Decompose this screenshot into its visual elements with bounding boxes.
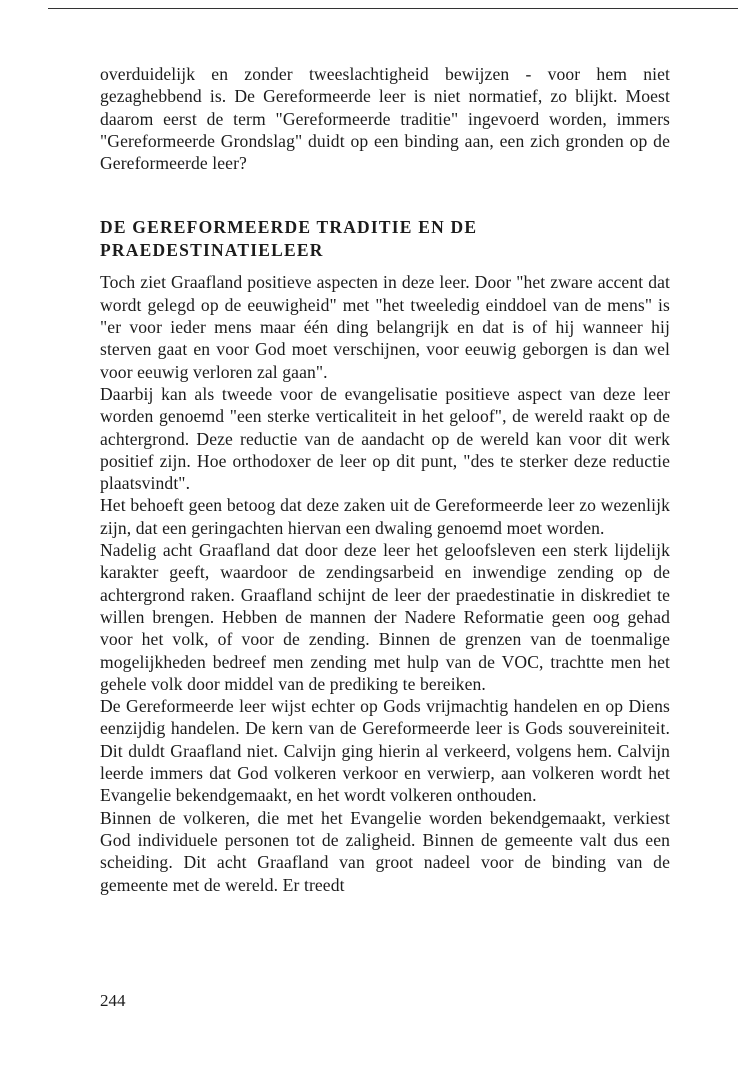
- body-paragraph: Toch ziet Graafland positieve aspecten in deze leer. Door "het zware accent dat wordt gelegd op de eeuwigheid" met "het tweeledig einddoel van de mens" is "er voor ieder mens maar één ding belangrijk en dat is of hij wanneer hij sterven gaat en voor God moet verschijnen, voor eeuwig geborgen is dan wel voor eeuwig verloren zal gaan".: [100, 272, 670, 382]
- top-rule: [48, 8, 738, 9]
- page-number: 244: [100, 991, 126, 1010]
- intro-paragraph: overduidelijk en zonder tweeslachtigheid bewijzen - voor hem niet gezaghebbend is. De Gereformeerde leer is niet normatief, zo blijkt. Moest daarom eerst de term "Gereformeerde traditie" ingevoerd worden, immers "Gereformeerde Grondslag" duidt op een binding aan, een zich gronden op de Gereformeerde leer?: [100, 64, 670, 174]
- body-paragraph: De Gereformeerde leer wijst echter op Gods vrijmachtig handelen en op Diens eenzijdig handelen. De kern van de Gereformeerde leer is Gods souvereiniteit. Dit duldt Graafland niet. Calvijn ging hierin al verkeerd, volgens hem. Calvijn leerde immers dat God volkeren verkoor en verwierp, aan volkeren wordt het Evangelie bekendgemaakt, en het wordt volkeren onthouden.: [100, 696, 670, 806]
- body-paragraph: Binnen de volkeren, die met het Evangelie worden bekendgemaakt, verkiest God individuele personen tot de zaligheid. Binnen de gemeente valt dus een scheiding. Dit acht Graafland van groot nadeel voor de binding van de gemeente met de wereld. Er treedt: [100, 807, 670, 895]
- section-heading: DE GEREFORMEERDE TRADITIE EN DE PRAEDESTINATIELEER: [100, 217, 478, 261]
- page-body: [100, 63, 670, 896]
- body-paragraph: Nadelig acht Graafland dat door deze leer het geloofsleven een sterk lijdelijk karakter geeft, waardoor de zendingsarbeid en inwendige zending op de achtergrond raken. Graafland schijnt de leer der praedestinatie in diskrediet te willen brengen. Hebben de mannen der Nadere Reformatie geen oog gehad voor het volk, of voor de zending. Binnen de grenzen van de toenmalige mogelijkheden bedreef men zending met hulp van de VOC, trachtte men het gehele volk door middel van de prediking te bereiken.: [100, 540, 670, 694]
- body-paragraph: Het behoeft geen betoog dat deze zaken uit de Gereformeerde leer zo wezenlijk zijn, dat een geringachten hiervan een dwaling genoemd moet worden.: [100, 495, 670, 538]
- body-paragraph: Daarbij kan als tweede voor de evangelisatie positieve aspect van deze leer worden genoemd "een sterke verticaliteit in het geloof", de wereld raakt op de achtergrond. Deze reductie van de aandacht op de wereld kan voor dit werk positief zijn. Hoe orthodoxer de leer op dit punt, "des te sterker deze reductie plaatsvindt".: [100, 383, 670, 494]
